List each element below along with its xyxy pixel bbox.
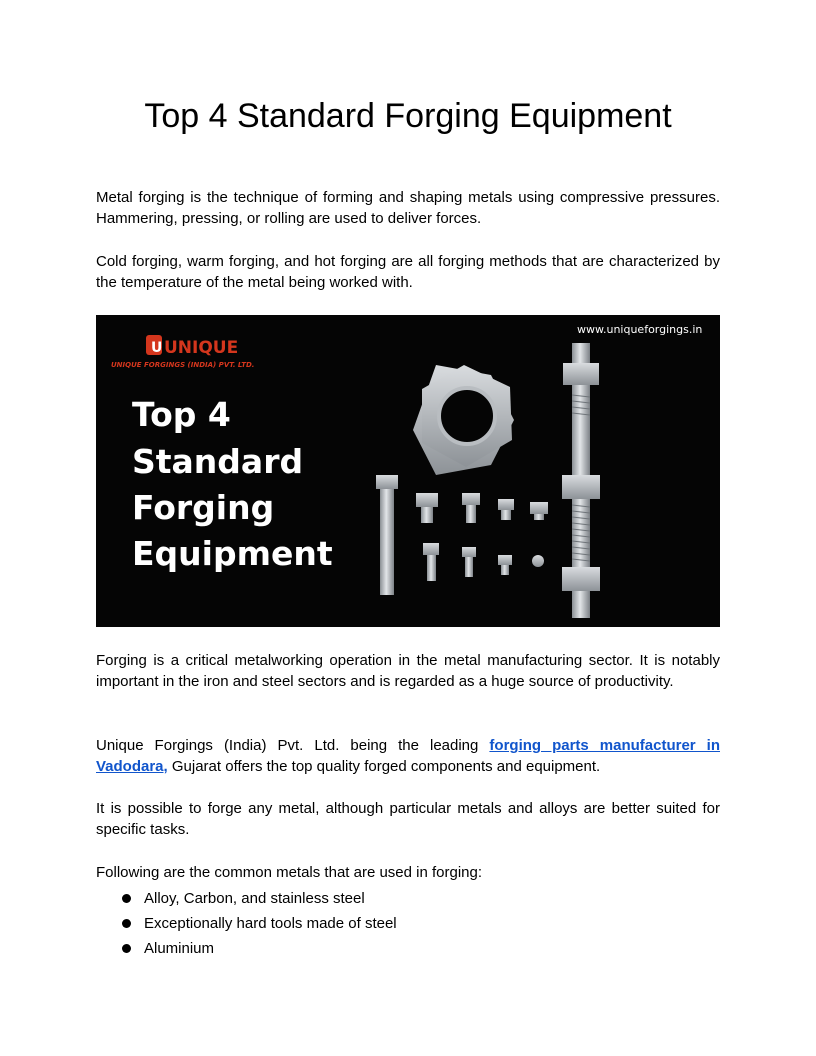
brand-logo (111, 335, 254, 369)
paragraph-metals: It is possible to forge any metal, although particular metals and alloys are better suited for specific tasks. (96, 800, 720, 838)
long-bolt-illustration (376, 475, 398, 595)
bullet-icon (122, 944, 131, 953)
list-item-label: Aluminium (144, 940, 215, 957)
company-text-before: Unique Forgings (India) Pvt. Ltd. being the leading (96, 737, 490, 754)
list-item (96, 886, 720, 911)
hex-nut-illustration (413, 363, 526, 475)
metals-list (96, 886, 720, 961)
paragraph-company (96, 735, 720, 777)
small-bolts-illustration (416, 493, 548, 581)
paragraph-list-intro: Following are the common metals that are used in forging: (96, 864, 483, 881)
banner-image (96, 315, 720, 627)
manufacturer-link[interactable]: forging parts manufacturer in Vadodara, (96, 737, 720, 775)
company-text-after: Gujarat offers the top quality forged components and equipment. (167, 758, 601, 775)
headline-line-3: Forging (132, 488, 275, 527)
svg-text:U: U (151, 340, 163, 356)
brand-name: UNIQUE (164, 338, 239, 358)
banner-headline (132, 395, 333, 573)
list-item (96, 911, 720, 936)
headline-line-2: Standard (132, 442, 304, 481)
list-item-label: Exceptionally hard tools made of steel (144, 915, 397, 932)
website-url: www.uniqueforgings.in (577, 323, 703, 336)
page-title: Top 4 Standard Forging Equipment (144, 97, 672, 135)
headline-line-1: Top 4 (132, 395, 231, 434)
banner-graphic (96, 315, 720, 627)
paragraph-methods: Cold forging, warm forging, and hot forging are all forging methods that are characterized by the temperature of the metal being worked with. (96, 253, 720, 291)
paragraph-importance: Forging is a critical metalworking operation in the metal manufacturing sector. It is notably important in the iron and steel sectors and is regarded as a huge source of productivity. (96, 652, 720, 690)
list-item-label: Alloy, Carbon, and stainless steel (144, 890, 365, 907)
paragraph-intro: Metal forging is the technique of forming and shaping metals using compressive pressures. Hammering, pressing, or rolling are used to deliver forces. (96, 189, 720, 227)
list-item (96, 936, 720, 961)
headline-line-4: Equipment (132, 534, 333, 573)
bullet-icon (122, 894, 131, 903)
bullet-icon (122, 919, 131, 928)
threaded-rod-illustration (562, 343, 600, 618)
brand-subtitle: UNIQUE FORGINGS (INDIA) PVT. LTD. (111, 361, 255, 369)
